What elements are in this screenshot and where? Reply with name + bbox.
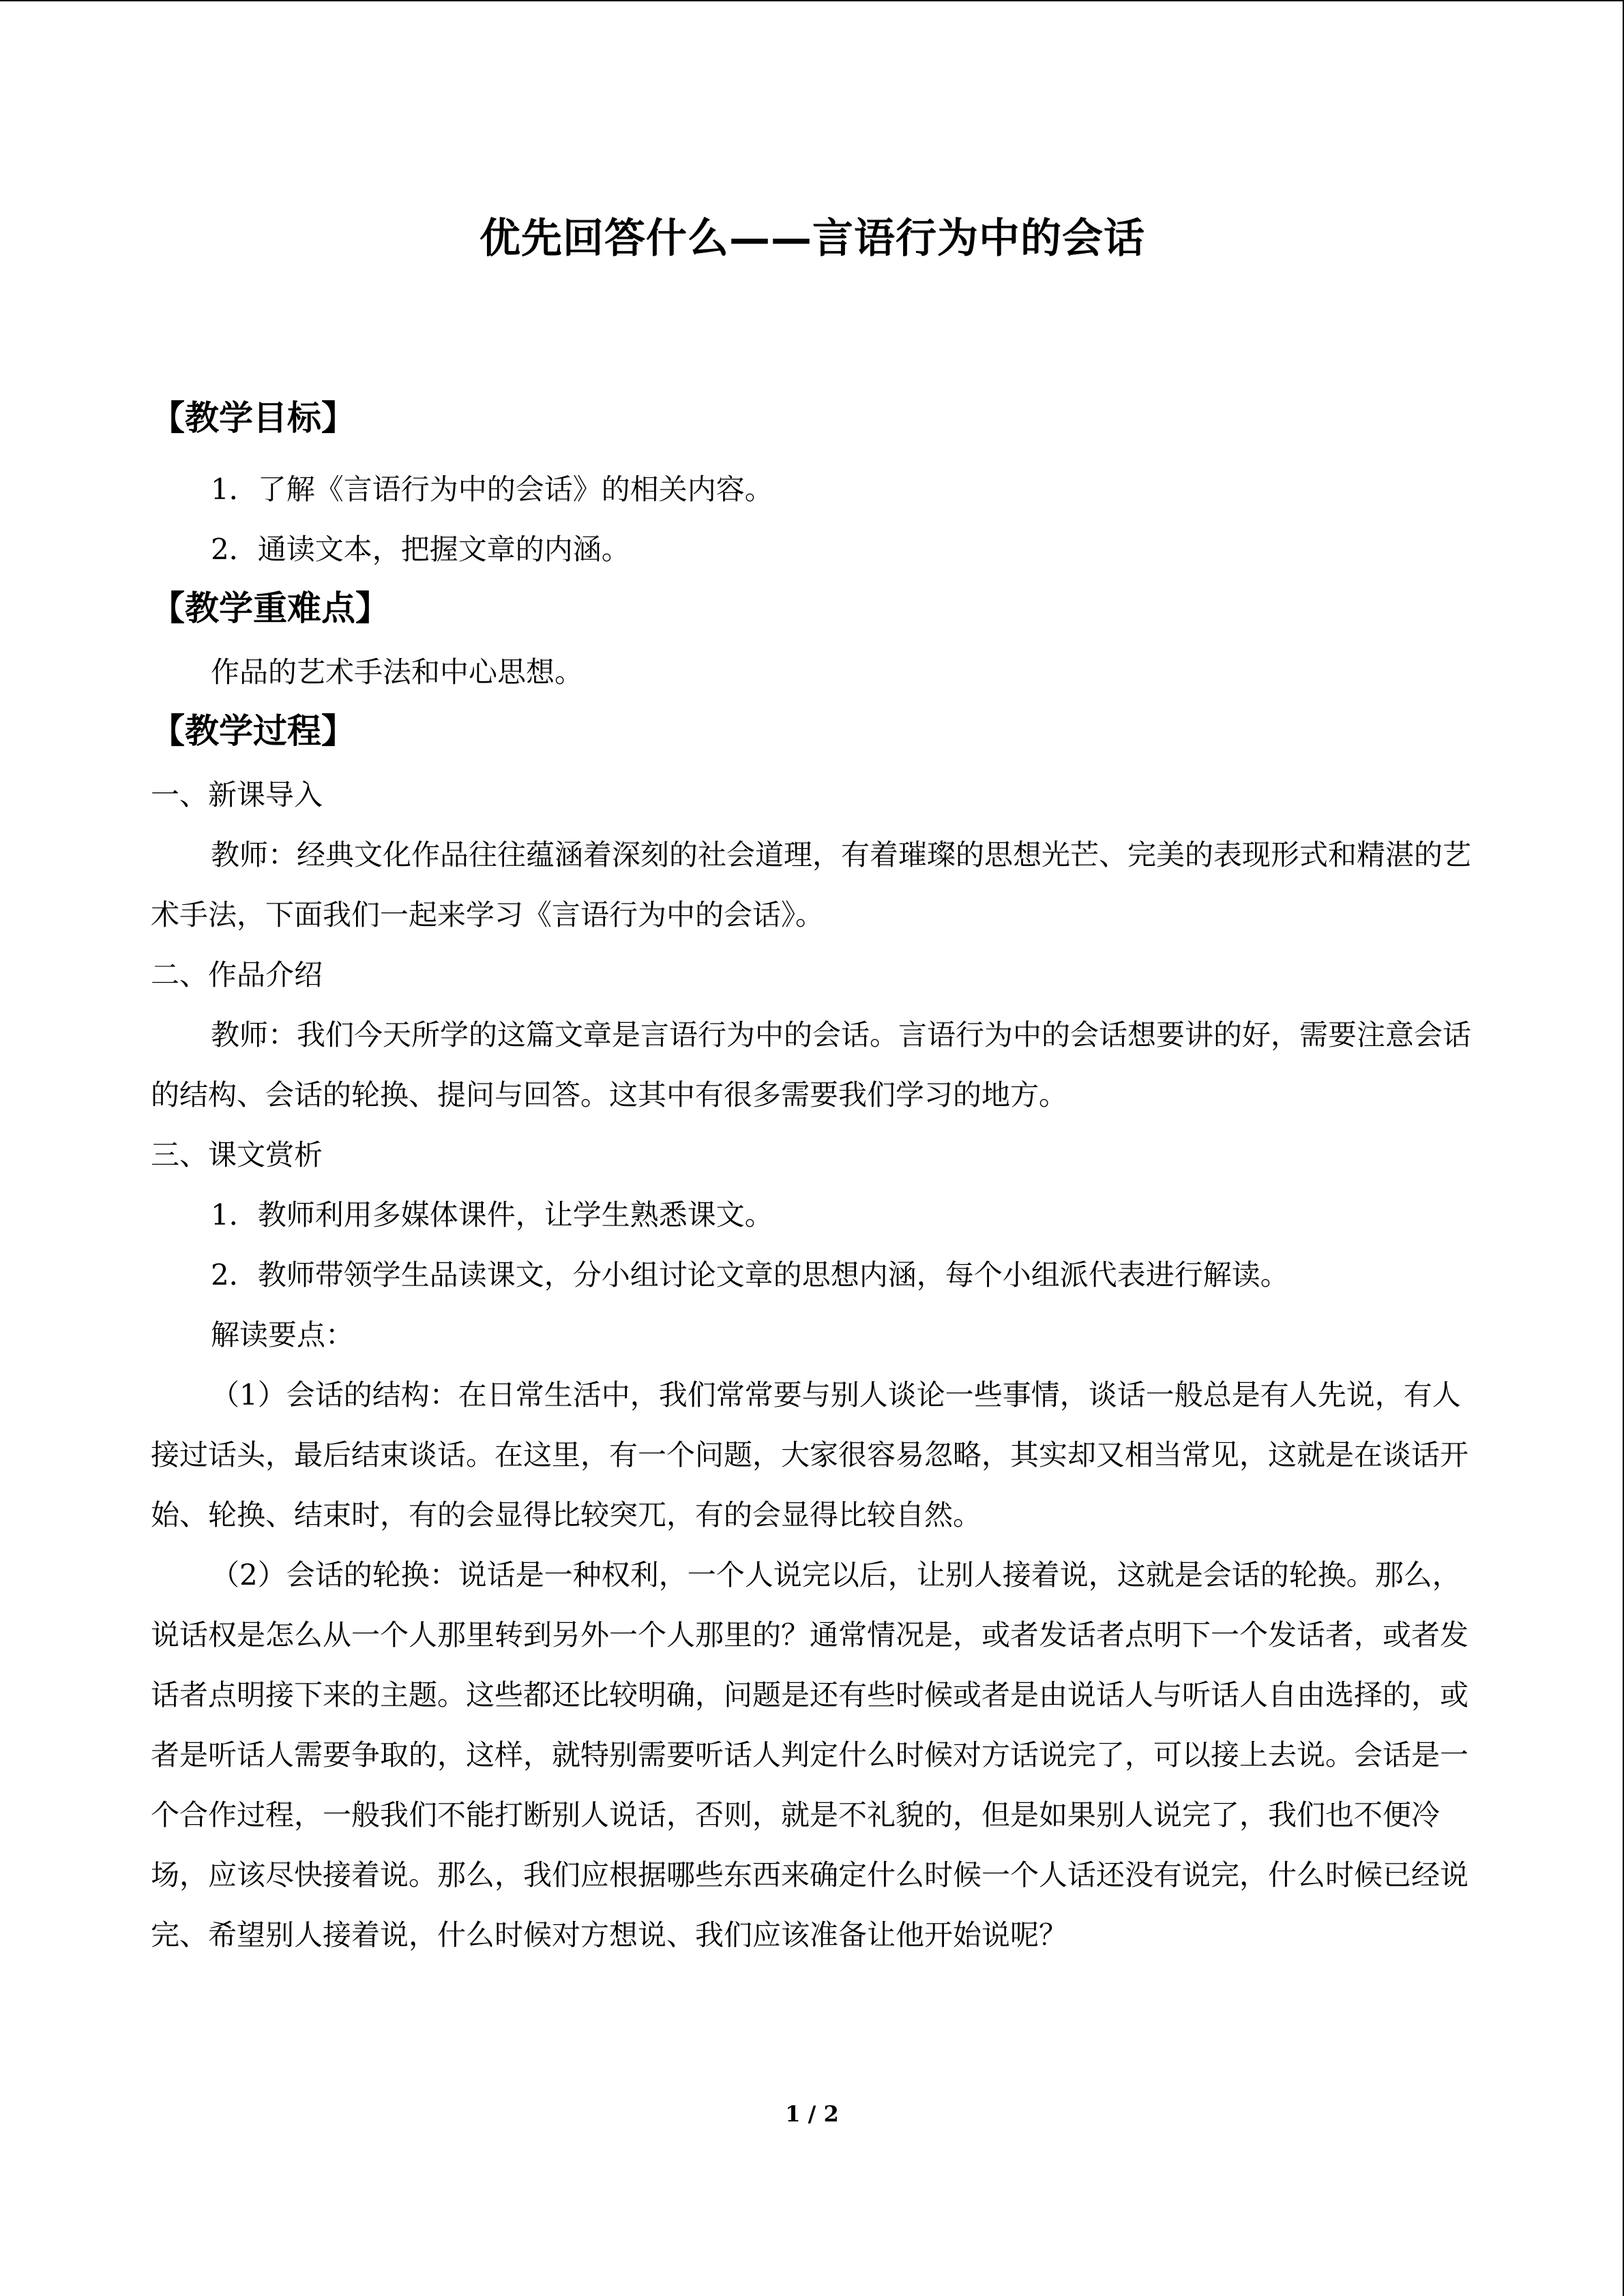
document-title: 优先回答什么——言语行为中的会话 — [479, 215, 1145, 263]
page-number: 1 / 2 — [785, 2101, 839, 2127]
section-heading-process: 【教学过程】 — [151, 711, 355, 751]
process-part3-step1: 1．教师利用多媒体课件，让学生熟悉课文。 — [211, 1198, 773, 1232]
document-body — [151, 205, 1474, 1965]
process-part2-text: 教师：我们今天所学的这篇文章是言语行为中的会话。言语行为中的会话想要讲的好，需要注意会话的结构、会话的轮换、提问与回答。这其中有很多需要我们学习的地方。 — [151, 1018, 1472, 1112]
process-part1-text: 教师：经典文化作品往往蕴涵着深刻的社会道理，有着璀璨的思想光芒、完美的表现形式和精湛的艺术手法，下面我们一起来学习《言语行为中的会话》。 — [151, 838, 1472, 931]
process-part2-title: 二、作品介绍 — [151, 958, 323, 992]
page-border-top — [0, 0, 1624, 1]
process-part1-title: 一、新课导入 — [151, 778, 323, 811]
title-spacer — [151, 273, 1474, 382]
objective-item: 1．了解《言语行为中的会话》的相关内容。 — [211, 473, 773, 506]
process-part3-title: 三、课文赏析 — [151, 1138, 323, 1172]
section-heading-key-points: 【教学重难点】 — [151, 588, 389, 628]
reading-point-1: （1）会话的结构：在日常生活中，我们常常要与别人谈论一些事情，谈话一般总是有人先说，有人接过话头，最后结束谈话。在这里，有一个问题，大家很容易忽略，其实却又相当常见，这就是在谈话开始、轮换、结束时，有的会显得比较突兀，有的会显得比较自然。 — [151, 1378, 1469, 1532]
objective-item: 2．通读文本，把握文章的内涵。 — [211, 533, 630, 566]
section-heading-objectives: 【教学目标】 — [151, 398, 355, 438]
process-part3-points-label: 解读要点： — [211, 1318, 355, 1352]
reading-point-2: （2）会话的轮换：说话是一种权利，一个人说完以后，让别人接着说，这就是会话的轮换。那么，说话权是怎么从一个人那里转到另外一个人那里的？通常情况是，或者发话者点明下一个发话者，或者发话者点明接下来的主题。这些都还比较明确，问题是还有些时候或者是由说话人与听话人自由选择的，或者是听话人需要争取的，这样，就特别需要听话人判定什么时候对方话说完了，可以接上去说。会话是一个合作过程，一般我们不能打断别人说话，否则，就是不礼貌的，但是如果别人说完了，我们也不便冷场，应该尽快接着说。那么，我们应根据哪些东西来确定什么时候一个人话还没有说完，什么时候已经说完、希望别人接着说，什么时候对方想说、我们应该准备让他开始说呢？ — [151, 1558, 1469, 1952]
key-points-text: 作品的艺术手法和中心思想。 — [211, 655, 584, 689]
process-part3-step2: 2．教师带领学生品读课文，分小组讨论文章的思想内涵，每个小组派代表进行解读。 — [211, 1258, 1289, 1292]
